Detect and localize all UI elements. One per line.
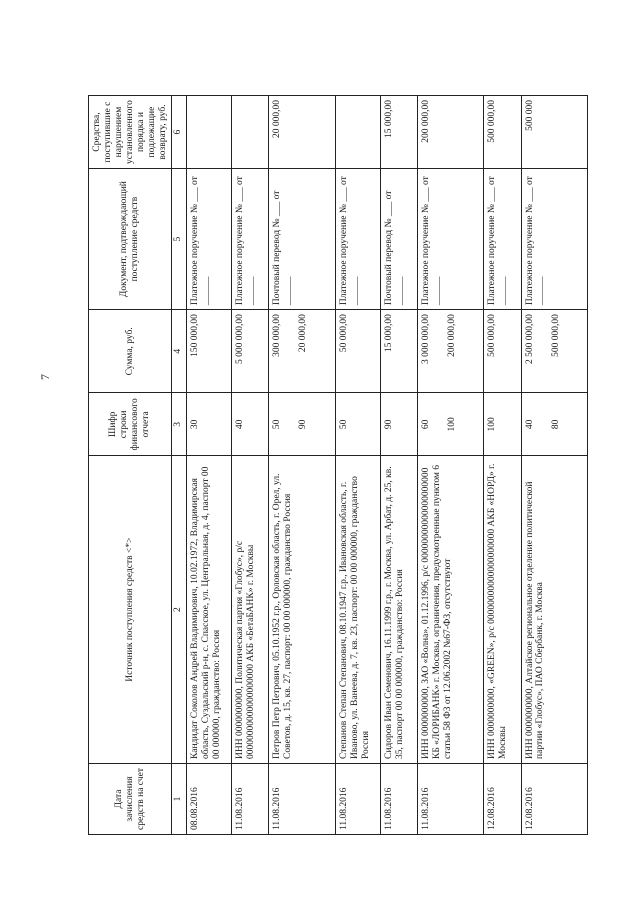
cell-code — [187, 393, 232, 456]
cell-document — [417, 169, 483, 310]
cell-sum — [335, 310, 380, 393]
cell-source: Петров Петр Петрович, 05.10.1952 г.р., Орловская область, г. Орел, ул. Советов, д. 15, кв. 27, паспорт: 00 00 000000, гражданство Россия — [269, 456, 335, 764]
cell-sum — [187, 310, 232, 393]
cell-source: Сидоров Иван Семенович, 16.11.1999 г.р., г. Москва, ул. Арбат, д. 25, кв. 35, паспорт 00 00 000000, гражданство: Россия — [380, 456, 417, 764]
cell-code — [269, 393, 335, 456]
cell-source: Степанов Степан Степанович, 08.10.1947 г.р., Ивановская область, г. Иваново, ул. Ванеева, д. 7, кв. 23, паспорт: 00 00 000000, гражданство Россия — [335, 456, 380, 764]
cell-code — [417, 393, 483, 456]
table-body — [187, 96, 588, 835]
index-cell: 5 — [172, 169, 187, 310]
header-code: Шифр строки финансового отчета — [89, 393, 172, 456]
cell-document — [484, 169, 521, 310]
cell-sum — [484, 310, 521, 393]
cell-source: ИНН 0000000000, Политическая партия «Глобус», р/с 00000000000000000000 АКБ «БетаБАНК» г. Москвы — [232, 456, 269, 764]
cell-sum-value: 15 000,00 — [383, 314, 394, 353]
cell-code-value: 90 — [298, 419, 309, 430]
cell-violation: 200 000,00 — [417, 96, 483, 169]
cell-code-value: 90 — [383, 419, 394, 430]
cell-document — [521, 169, 588, 310]
cell-code-value: 100 — [487, 417, 498, 432]
cell-document-value: Почтовый перевод № ___ от ______ — [383, 190, 405, 306]
table-index-row — [172, 96, 187, 835]
header-sum: Сумма, руб. — [89, 310, 172, 393]
cell-sum-value: 5 000 000,00 — [235, 314, 246, 364]
cell-document-value: Платежное поручение № ___ от ______ — [420, 176, 442, 306]
cell-violation: 500 000 — [521, 96, 588, 169]
cell-code — [484, 393, 521, 456]
cell-date: 11.08.2016 — [335, 763, 380, 834]
page-number: 7 — [38, 374, 52, 380]
table-row — [417, 96, 483, 835]
cell-sum — [232, 310, 269, 393]
cell-code-value: 80 — [550, 419, 561, 430]
cell-date: 11.08.2016 — [380, 763, 417, 834]
cell-document-value: Платежное поручение № ___ от ______ — [190, 176, 212, 306]
income-table — [88, 95, 588, 835]
cell-document — [187, 169, 232, 310]
cell-document — [269, 169, 335, 310]
cell-code — [232, 393, 269, 456]
cell-sum-value: 2 500 000,00 — [524, 314, 535, 364]
rotated-table-wrapper — [88, 95, 588, 835]
cell-document-value: Платежное поручение № ___ от ______ — [235, 176, 257, 306]
index-cell: 2 — [172, 456, 187, 764]
header-document: Документ, подтверждающий поступление средств — [89, 169, 172, 310]
cell-code-value: 40 — [235, 419, 246, 430]
cell-source: ИНН 0000000000, Алтайское региональное отделение политической партии «Глобус», ПАО Сбербанк, г. Москва — [521, 456, 588, 764]
cell-sum-value: 3 000 000,00 — [420, 314, 431, 364]
cell-date: 12.08.2016 — [484, 763, 521, 834]
cell-source: ИНН 0000000000, ЗАО «Волна», 01.12.1996, р/с 00000000000000000000 КБ «ЛОРИБАНК» г. Москвы, ограничения, предусмотренные пунктом 6 статьи 58 ФЗ от 12.06.2002 №67-ФЗ, отсутствуют — [417, 456, 483, 764]
cell-date: 08.08.2016 — [187, 763, 232, 834]
table-row — [521, 96, 588, 835]
cell-document — [232, 169, 269, 310]
index-cell: 6 — [172, 96, 187, 169]
cell-sum-value: 50 000,00 — [338, 314, 349, 353]
cell-sum-value: 200 000,00 — [446, 314, 457, 357]
cell-violation: 15 000,00 — [380, 96, 417, 169]
cell-document — [335, 169, 380, 310]
table-row — [335, 96, 380, 835]
cell-sum — [417, 310, 483, 393]
cell-sum-value: 300 000,00 — [272, 314, 283, 357]
cell-violation — [335, 96, 380, 169]
header-date: Дата зачисления средств на счет — [89, 763, 172, 834]
cell-source: Кандидат Соколов Андрей Владимирович, 10.02.1972, Владимирская область, Суздальский р-н, с. Спасское, ул. Центральная, д. 4, паспорт 00 00 000000, гражданство: Россия — [187, 456, 232, 764]
table-row — [380, 96, 417, 835]
cell-document-value: Почтовый перевод № ___ от ______ — [272, 190, 294, 306]
cell-document-value: Платежное поручение № ___ от ______ — [338, 176, 360, 306]
index-cell: 3 — [172, 393, 187, 456]
cell-code-value: 60 — [420, 419, 431, 430]
cell-document-value: Платежное поручение № ___ от ______ — [487, 176, 509, 306]
cell-date: 11.08.2016 — [269, 763, 335, 834]
cell-document-value: Платежное поручение № ___ от ______ — [524, 176, 546, 306]
cell-code-value: 40 — [524, 419, 535, 430]
cell-sum-value: 150 000,00 — [190, 314, 201, 357]
cell-code-value: 100 — [446, 417, 457, 432]
cell-code — [335, 393, 380, 456]
cell-code-value: 30 — [190, 419, 201, 430]
table-row — [269, 96, 335, 835]
index-cell: 1 — [172, 763, 187, 834]
cell-code — [380, 393, 417, 456]
cell-violation — [232, 96, 269, 169]
table-row — [232, 96, 269, 835]
cell-sum-value: 500 000,00 — [487, 314, 498, 357]
cell-violation: 20 000,00 — [269, 96, 335, 169]
cell-date: 12.08.2016 — [521, 763, 588, 834]
cell-code-value: 50 — [272, 419, 283, 430]
cell-source: ИНН 0000000000, «GREEN», р/с 00000000000000000000 АКБ «НОРД» г. Москвы — [484, 456, 521, 764]
cell-violation: 500 000,00 — [484, 96, 521, 169]
cell-document — [380, 169, 417, 310]
header-violation: Средства, поступившие с нарушением установленного порядка и подлежащие возврату, руб. — [89, 96, 172, 169]
cell-date: 11.08.2016 — [232, 763, 269, 834]
cell-code — [521, 393, 588, 456]
cell-sum — [521, 310, 588, 393]
cell-date: 11.08.2016 — [417, 763, 483, 834]
table-header-row — [89, 96, 172, 835]
cell-sum — [269, 310, 335, 393]
cell-violation — [187, 96, 232, 169]
cell-sum — [380, 310, 417, 393]
cell-sum-value: 500 000,00 — [550, 314, 561, 357]
cell-code-value: 50 — [338, 419, 349, 430]
table-row — [187, 96, 232, 835]
table-row — [484, 96, 521, 835]
header-source: Источник поступления средств <*> — [89, 456, 172, 764]
cell-sum-value: 20 000,00 — [298, 314, 309, 353]
index-cell: 4 — [172, 310, 187, 393]
